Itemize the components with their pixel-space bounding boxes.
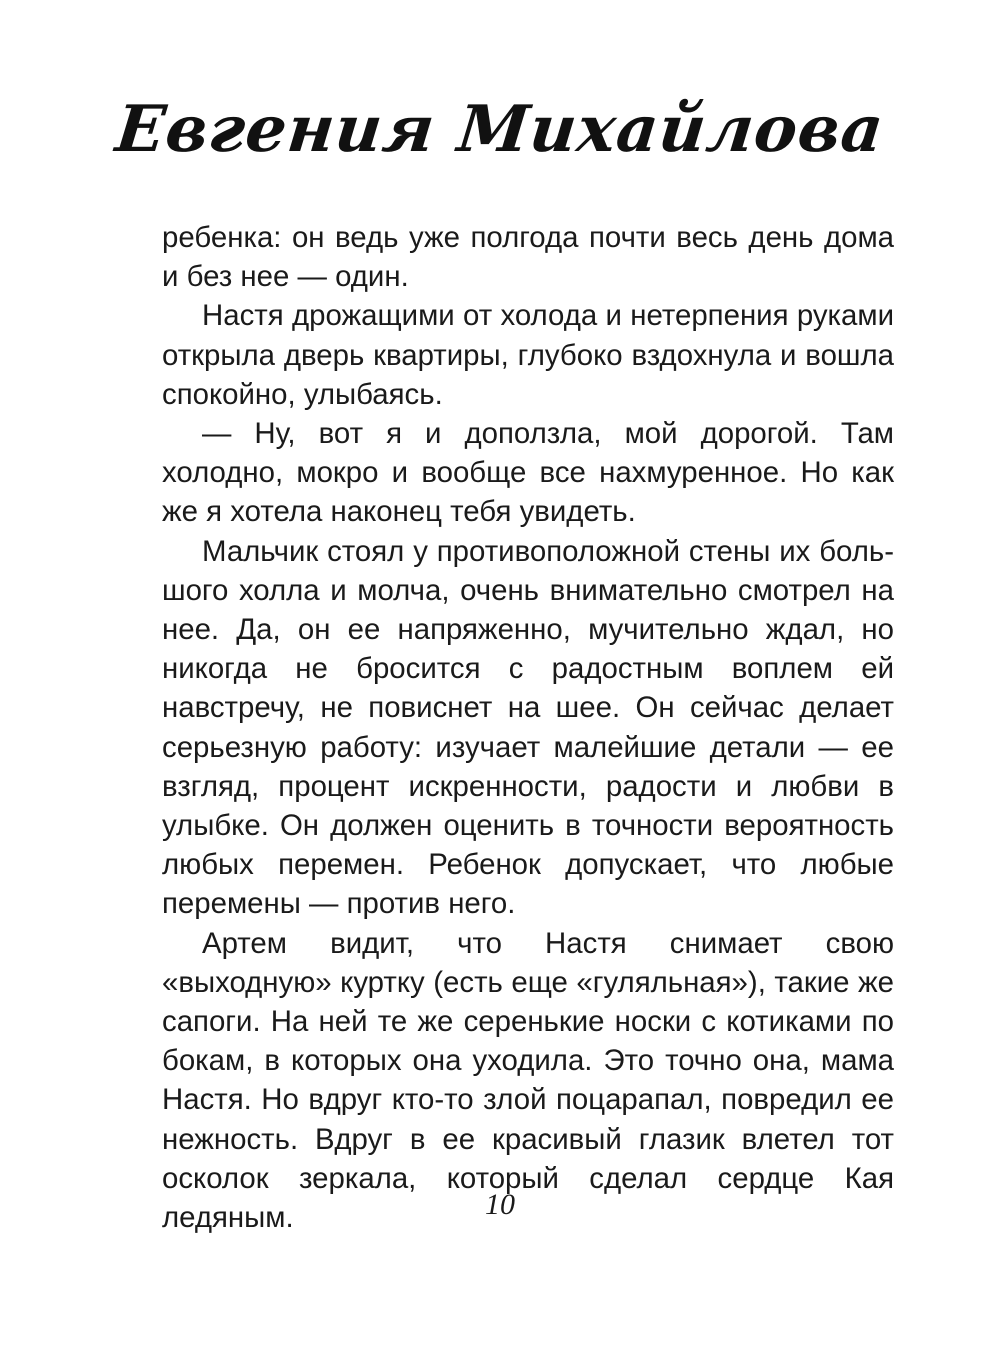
page-number: 10 <box>485 1188 515 1221</box>
paragraph-5: Артем видит, что Настя снимает свою «выходную» куртку (есть еще «гуляльная»), такие же сапоги. На ней те же серенькие носки с котиками по бокам, в которых она уходила. Это точно она, мама Настя. Но вдруг кто-то злой поцарапал, повредил ее нежность. Вдруг в ее красивый глазик влетел тот осколок зеркала, который сделал сердце Кая ледяным. <box>162 926 894 1235</box>
paragraph-2: Настя дрожащими от холода и нетерпения руками открыла дверь квартиры, глубоко вздохнула и вошла спокойно, улыбаясь. <box>162 299 894 411</box>
running-head-author: Евгения Михайлова <box>112 92 888 167</box>
paragraph-3: — Ну, вот я и доползла, мой дорогой. Там холодно, мокро и вообще все нахмуренное. Но как же я хотела наконец тебя увидеть. <box>162 417 894 529</box>
paragraph-1: ребенка: он ведь уже полгода почти весь день дома и без нее — один. <box>162 221 894 294</box>
paragraph-4: Мальчик стоял у противоположной стены их большого холла и молча, очень внимательно смотрел на нее. Да, он ее напряженно, мучительно ждал, но никогда не бросится с радостным воплем ей навстречу, не повиснет на шее. Он сейчас делает серьезную работу: изучает малейшие детали — ее взгляд, процент искренности, радости и любви в улыбке. Он должен оценить в точности вероятность любых перемен. Ребенок допускает, что любые перемены — против него. <box>162 534 894 921</box>
body-text <box>162 218 894 1237</box>
